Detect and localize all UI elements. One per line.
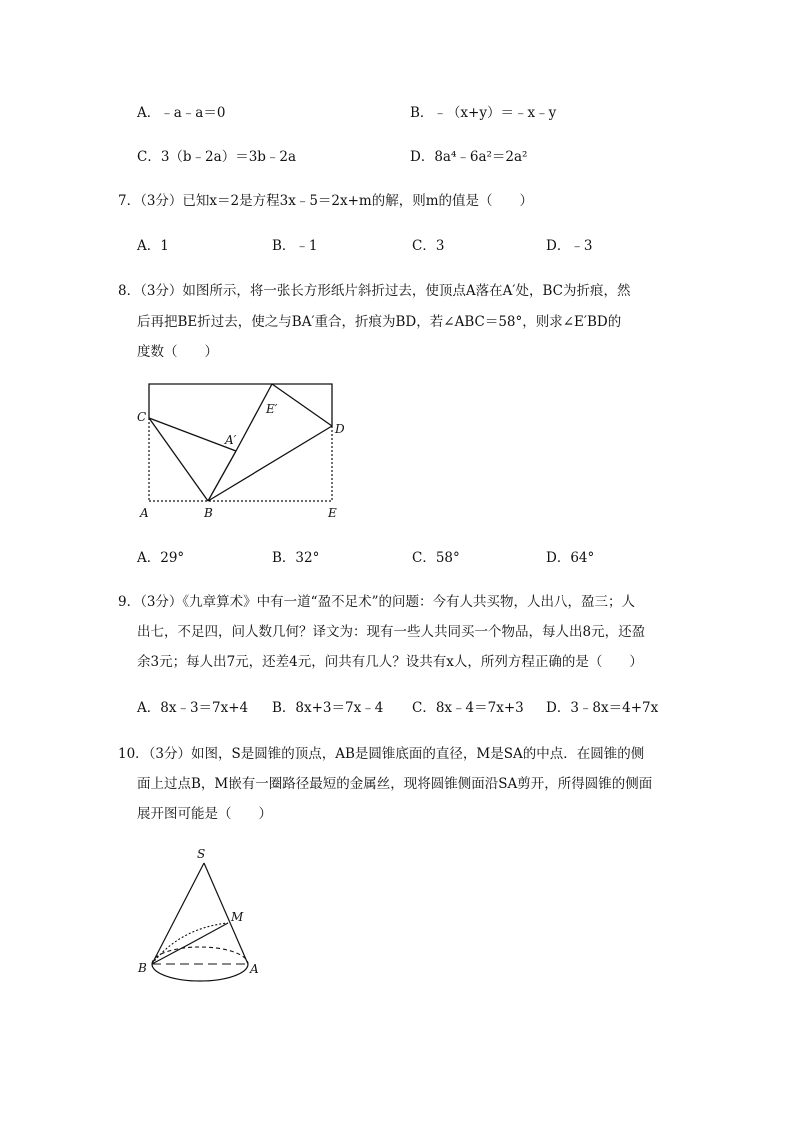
- q8-label-e: E: [328, 506, 337, 520]
- q8-option-d: D．64°: [546, 550, 595, 566]
- q8-option-a: A．29°: [137, 550, 185, 566]
- q6-option-b: B．﹣（x+y）＝﹣x﹣y: [410, 105, 557, 121]
- q9-stem-line-2: 出七，不足四，问人数几何？译文为：现有一些人共同买一个物品，每人出8元，还盈: [137, 624, 646, 640]
- q8-segment-a-prime-e-prime: [236, 384, 272, 451]
- q8-stem-line-3: 度数（ ）: [137, 344, 218, 360]
- q10-label-s: S: [197, 847, 206, 861]
- q7-option-a: A．1: [137, 238, 169, 254]
- q8-stem-line-1: 8．（3分）如图所示，将一张长方形纸片斜折过去，使顶点A落在A′处，BC为折痕，然: [118, 283, 631, 299]
- q7-option-b: B．﹣1: [272, 238, 318, 254]
- q6-option-c: C．3（b﹣2a）＝3b﹣2a: [137, 149, 297, 165]
- q8-segment-e-prime-d: [272, 384, 332, 426]
- q8-crease-bc: [149, 418, 208, 501]
- q10-cone-left-side: [152, 863, 204, 964]
- q8-rect-top-frame: [149, 384, 332, 426]
- q10-stem-line-1: 10．（3分）如图，S是圆锥的顶点，AB是圆锥底面的直径，M是SA的中点．在圆锥的侧: [118, 746, 645, 762]
- q6-option-d: D．8a⁴﹣6a²＝2a²: [410, 149, 528, 165]
- q6-option-a: A．﹣a﹣a＝0: [137, 105, 226, 121]
- q10-stem-line-3: 展开图可能是（ ）: [137, 806, 272, 822]
- q9-stem-line-1: 9．（3分）《九章算术》中有一道“盈不足术”的问题：今有人共买物，人出八，盈三；人: [118, 594, 635, 610]
- q10-cone-figure: [130, 842, 270, 987]
- q9-option-b: B．8x+3＝7x﹣4: [272, 700, 384, 716]
- q8-label-d: D: [335, 422, 345, 436]
- q8-stem-line-2: 后再把BE折过去，使之与BA′重合，折痕为BD，若∠ABC＝58°，则求∠E′BD的: [137, 314, 622, 330]
- q8-option-b: B．32°: [272, 550, 320, 566]
- q10-wire-front: [152, 923, 228, 964]
- q9-stem-line-3: 余3元；每人出7元，还差4元，问共有几人？设共有x人，所列方程正确的是（ ）: [137, 654, 643, 670]
- q10-label-m: M: [231, 910, 244, 924]
- q10-label-b: B: [138, 961, 147, 975]
- q9-option-d: D．3﹣8x＝4+7x: [546, 700, 659, 716]
- q8-segment-a-prime-b: [208, 451, 236, 501]
- q7-option-c: C．3: [412, 238, 445, 254]
- q10-stem-line-2: 面上过点B，M嵌有一圈路径最短的金属丝，现将圆锥侧面沿SA剪开，所得圆锥的侧面: [137, 776, 653, 792]
- q8-option-c: C．58°: [412, 550, 460, 566]
- q8-label-a-prime: A′: [225, 433, 237, 447]
- q10-label-a: A: [250, 962, 259, 976]
- q9-option-c: C．8x﹣4＝7x+3: [412, 700, 524, 716]
- q10-base-back-arc: [152, 947, 248, 964]
- q8-label-b: B: [204, 506, 213, 520]
- q9-option-a: A．8x﹣3＝7x+4: [137, 700, 249, 716]
- q8-label-e-prime: E′: [266, 402, 278, 416]
- q7-option-d: D．﹣3: [546, 238, 593, 254]
- q8-folded-rectangle-figure: [130, 380, 360, 525]
- q8-label-c: C: [137, 410, 147, 424]
- q8-label-a: A: [140, 506, 149, 520]
- q7-stem: 7．（3分）已知x＝2是方程3x﹣5＝2x+m的解，则m的值是（ ）: [118, 193, 534, 209]
- q8-segment-ca-prime: [149, 418, 236, 451]
- q10-base-front-arc: [152, 964, 248, 981]
